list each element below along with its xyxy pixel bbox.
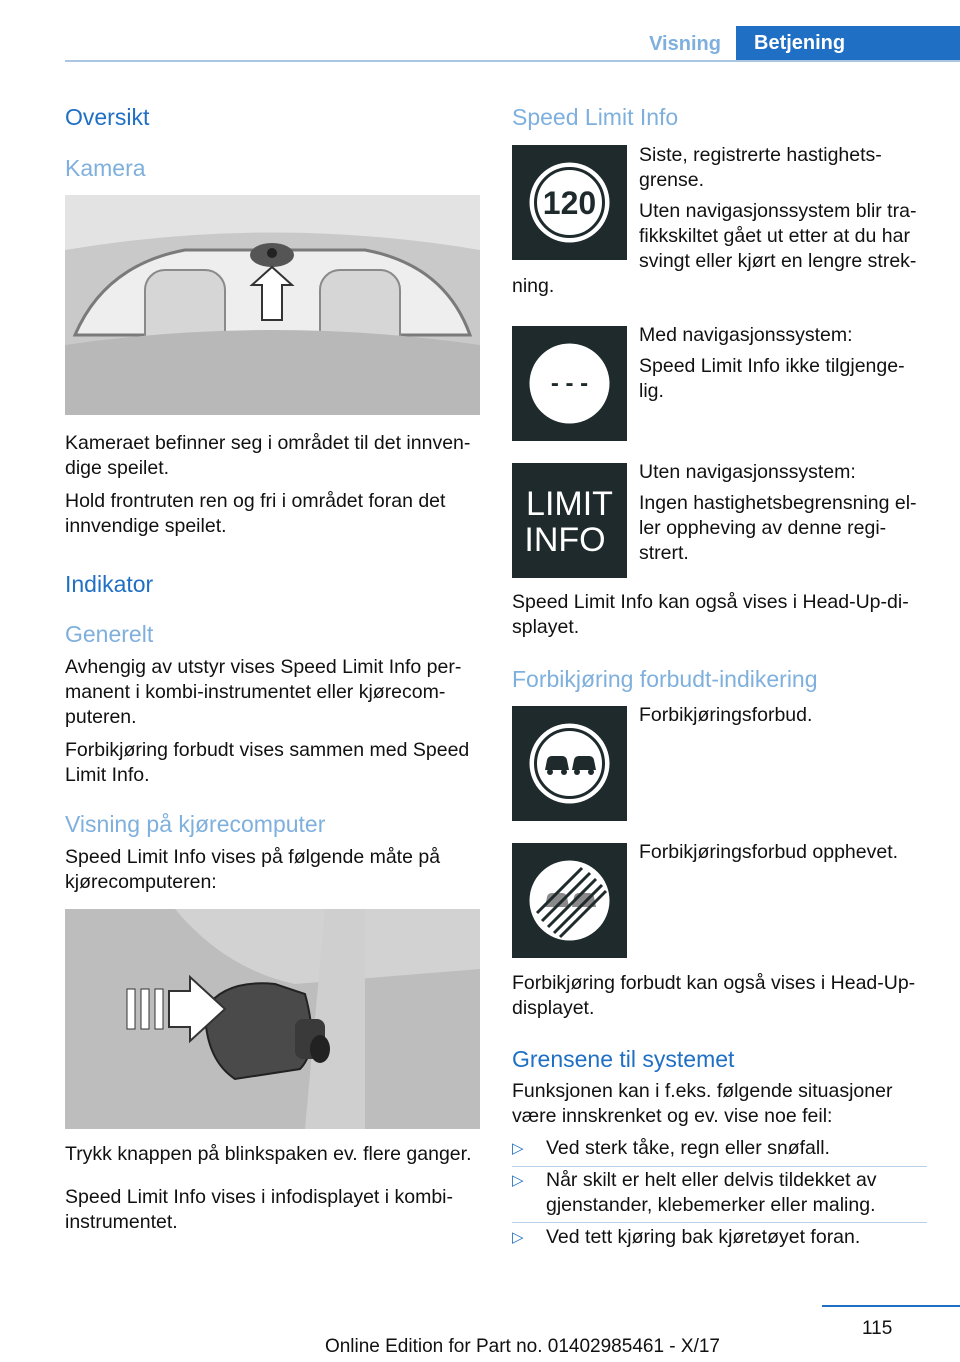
generelt-paragraph-1: Avhengig av utstyr vises Speed Limit Info per-manent i kombi-instrumentet eller kjørecom-puteren. [65, 656, 462, 728]
heading-oversikt: Oversikt [65, 104, 150, 130]
list-divider [512, 1222, 927, 1223]
heading-forbikjoring: Forbikjøring forbudt-indikering [512, 666, 818, 692]
camera-illustration [65, 195, 480, 415]
turn-signal-lever-illustration [65, 909, 480, 1129]
bullet-triangle-icon: ▷ [512, 1229, 524, 1246]
sign-unavailable-icon [512, 326, 627, 441]
sign-dashes-label: - - - [550, 370, 589, 397]
generelt-paragraph-2: Forbikjøring forbudt vises sammen med Speed Limit Info. [65, 739, 470, 786]
list-item-text: Ved tett kjøring bak kjøretøyet foran. [546, 1226, 861, 1248]
sli-paragraph-1: Siste, registrerte hastighets-grense. [639, 144, 882, 191]
edition-footer: Online Edition for Part no. 01402985461 - X/17 [324, 1336, 720, 1357]
nonav-paragraph-2: Ingen hastighetsbegrensning el-ler oppheving av denne regi-strert. [639, 492, 917, 564]
list-divider [512, 1166, 927, 1167]
bullet-triangle-icon: ▷ [512, 1140, 524, 1157]
sign-limit-info-icon [512, 463, 627, 578]
grenser-paragraph: Funksjonen kan i f.eks. følgende situasjoner være innskrenket og ev. vise noe feil: [512, 1080, 893, 1127]
tab-visning[interactable]: Visning [649, 33, 721, 55]
page-number: 115 [862, 1318, 893, 1339]
sli-paragraph-2-end: ning. [512, 275, 555, 297]
footer-rule [822, 1305, 960, 1307]
tab-betjening[interactable]: Betjening [736, 26, 960, 61]
list-item-text: Ved sterk tåke, regn eller snøfall. [546, 1137, 830, 1159]
heading-indikator: Indikator [65, 571, 154, 597]
sign-info-label: INFO [524, 521, 606, 559]
nonav-paragraph-1: Uten navigasjonssystem: [639, 461, 856, 483]
sign-120-label: 120 [542, 185, 597, 221]
heading-kamera: Kamera [65, 155, 146, 181]
heading-visning: Visning på kjørecomputer [65, 811, 326, 837]
nav-paragraph-2: Speed Limit Info ikke tilgjenge-lig. [639, 355, 905, 402]
nav-paragraph-1: Med navigasjonssystem: [639, 324, 853, 346]
forbikj-hud-paragraph: Forbikjøring forbudt kan også vises i Head-Up-displayet. [512, 972, 916, 1019]
trykk-paragraph: Trykk knappen på blinkspaken ev. flere ganger. [65, 1143, 472, 1165]
speedlimit-kombi-paragraph: Speed Limit Info vises i infodisplayet i kombi-instrumentet. [65, 1186, 454, 1233]
list-item-text: Når skilt er helt eller delvis tildekket av gjenstander, klebemerker eller maling. [546, 1169, 877, 1216]
sign-end-no-overtaking-icon [512, 843, 627, 958]
hud-paragraph: Speed Limit Info kan også vises i Head-Up-di-splayet. [512, 591, 909, 638]
bullet-triangle-icon: ▷ [512, 1172, 524, 1189]
sign-120-icon [512, 145, 627, 260]
kamera-paragraph-1: Kameraet befinner seg i området til det innven-dige speilet. [65, 432, 471, 479]
kamera-paragraph-2: Hold frontruten ren og fri i området foran det innvendige speilet. [65, 490, 446, 537]
visning-paragraph: Speed Limit Info vises på følgende måte på kjørecomputeren: [65, 846, 441, 893]
heading-grensene: Grensene til systemet [512, 1046, 735, 1072]
header-rule [65, 60, 960, 62]
sign-limit-label: LIMIT [526, 485, 613, 523]
forbikj-paragraph-2: Forbikjøringsforbud opphevet. [639, 841, 899, 863]
heading-speed-limit-info: Speed Limit Info [512, 104, 679, 130]
sign-no-overtaking-icon [512, 706, 627, 821]
forbikj-paragraph-1: Forbikjøringsforbud. [639, 704, 813, 726]
heading-generelt: Generelt [65, 621, 154, 647]
sli-paragraph-2: Uten navigasjonssystem blir tra-fikkskiltet gået ut etter at du har svingt eller kjørt en lengre strek- [639, 200, 917, 272]
